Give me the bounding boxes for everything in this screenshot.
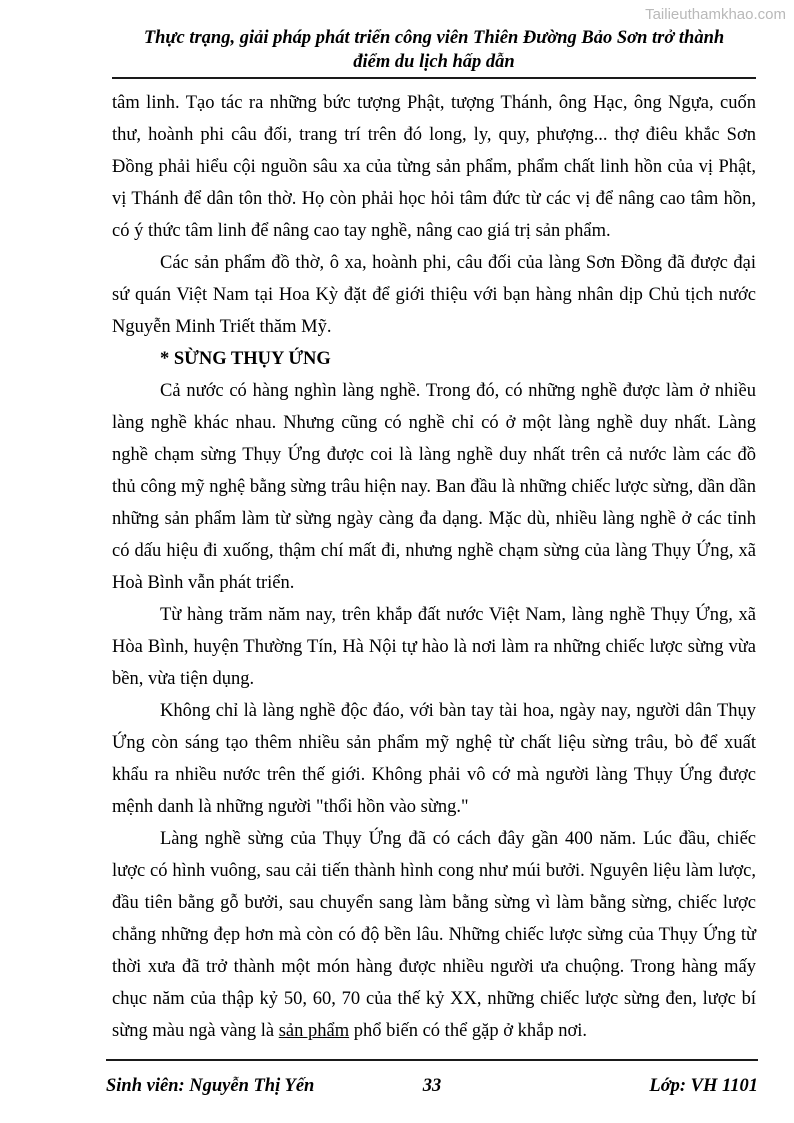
paragraph — [112, 695, 756, 823]
text-run: tâm linh. Tạo tác ra những bức tượng Phật, tượng Thánh, ông Hạc, ông Ngựa, cuốn thư, hoành phi câu đối, trang trí trên đó long, ly, quy, phượng... thợ điêu khắc Sơn Đồng phải hiểu cội nguồn sâu xa của từng sản phẩm, phẩm chất linh hồn của vị Phật, vị Thánh để dân tôn thờ. Họ còn phải học hỏi tâm đức từ các vị để nâng cao tâm hồn, có ý thức tâm linh để nâng cao tay nghề, nâng cao giá trị sản phẩm. — [112, 93, 756, 241]
paragraph — [112, 375, 756, 599]
text-run: Các sản phẩm đồ thờ, ô xa, hoành phi, câu đối của làng Sơn Đồng đã được đại sứ quán Việt Nam tại Hoa Kỳ đặt để giới thiệu với bạn hàng nhân dịp Chủ tịch nước Nguyễn Minh Triết thăm Mỹ. — [112, 253, 756, 337]
footer-rule — [106, 1059, 758, 1061]
watermark: Tailieuthamkhao.com — [645, 6, 786, 23]
section-heading — [112, 343, 756, 375]
paragraph — [112, 247, 756, 343]
page-title-line-2: điểm du lịch hấp dẫn — [353, 52, 515, 72]
underlined-text: sản phẩm — [278, 1021, 350, 1041]
paragraph — [112, 87, 756, 247]
header-rule — [112, 77, 756, 79]
page-content — [112, 0, 756, 1047]
page-header — [112, 26, 756, 79]
paragraph — [112, 599, 756, 695]
page-title-line-1: Thực trạng, giải pháp phát triển công viên Thiên Đường Bảo Sơn trở thành — [143, 28, 725, 48]
footer-class-label: Lớp: VH 1101 — [649, 1076, 758, 1096]
text-run: phổ biến có thể gặp ở khắp nơi. — [349, 1021, 588, 1041]
text-run: Làng nghề sừng của Thụy Ứng đã có cách đây gần 400 năm. Lúc đầu, chiếc lược có hình vuông, sau cải tiến thành hình cong như múi bưởi. Nguyên liệu làm lược, đầu tiên bằng gỗ bưởi, sau chuyển sang làm bằng sừng vì làm bằng sừng, chiếc lược chẳng những đẹp hơn mà còn có độ bền lâu. Những chiếc lược sừng của Thụy Ứng từ thời xưa đã trở thành một món hàng được nhiều người ưa chuộng. Trong hàng mấy chục năm của thập kỷ 50, 60, 70 của thế kỷ XX, những chiếc lược sừng đen, lược bí sừng màu ngà vàng là — [112, 829, 756, 1041]
text-run: Từ hàng trăm năm nay, trên khắp đất nước Việt Nam, làng nghề Thụy Ứng, xã Hòa Bình, huyện Thường Tín, Hà Nội tự hào là nơi làm ra những chiếc lược sừng vừa bền, vừa tiện dụng. — [112, 605, 756, 689]
footer-row — [106, 1069, 758, 1097]
text-run: Cả nước có hàng nghìn làng nghề. Trong đó, có những nghề được làm ở nhiều làng nghề khác nhau. Nhưng cũng có nghề chỉ có ở một làng nghề duy nhất. Làng nghề chạm sừng Thụy Ứng được coi là làng nghề duy nhất trên cả nước làm các đồ thủ công mỹ nghệ bằng sừng trâu hiện nay. Ban đầu là những chiếc lược sừng, dần dần những sản phẩm làm từ sừng ngày càng đa dạng. Mặc dù, nhiều làng nghề ở các tỉnh có dấu hiệu đi xuống, thậm chí mất đi, nhưng nghề chạm sừng của làng Thụy Ứng, xã Hoà Bình vẫn phát triển. — [112, 381, 756, 593]
footer-student-name: Sinh viên: Nguyễn Thị Yến — [106, 1076, 315, 1096]
footer-page-number: 33 — [422, 1076, 442, 1096]
text-run: Không chỉ là làng nghề độc đáo, với bàn tay tài hoa, ngày nay, người dân Thụy Ứng còn sáng tạo thêm nhiều sản phẩm mỹ nghệ từ chất liệu sừng trâu, bò để xuất khẩu ra nhiều nước trên thế giới. Không phải vô cớ mà người làng Thụy Ứng được mệnh danh là những người "thổi hồn vào sừng." — [112, 701, 756, 817]
text-run: * SỪNG THỤY ỨNG — [160, 349, 331, 369]
page-footer — [106, 1051, 758, 1097]
paragraph — [112, 823, 756, 1047]
document-body — [112, 87, 756, 1047]
